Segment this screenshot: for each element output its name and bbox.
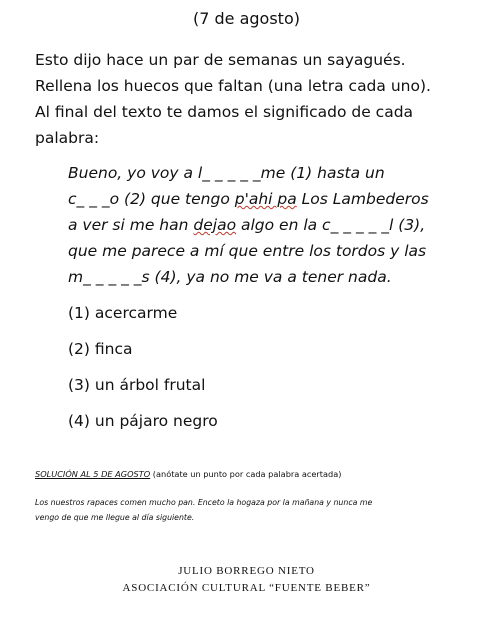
date-heading: (7 de agosto) (193, 9, 300, 28)
solution-heading (35, 469, 485, 479)
spellcheck-word: dejao (193, 216, 237, 234)
definition-item: (3) un árbol frutal (68, 376, 206, 394)
definition-item: (4) un pájaro negro (68, 412, 218, 430)
answer-line: vengo de que me llegue al día siguiente. (35, 513, 195, 522)
quote-line: c_ _ _o (2) que tengo p'ahi pa Los Lambederos (68, 190, 429, 208)
instructions (35, 47, 485, 151)
solution-note: (anótate un punto por cada palabra acertada) (150, 469, 342, 479)
quote-line: Bueno, yo voy a l_ _ _ _ _me (1) hasta un (68, 164, 385, 182)
instructions-line: palabra: (35, 129, 100, 147)
author-name: JULIO BORREGO NIETO (178, 565, 315, 577)
definitions-list (68, 300, 368, 444)
definition-item: (1) acercarme (68, 304, 178, 322)
quote-text (68, 160, 488, 290)
instructions-line: Al final del texto te damos el significado de cada (35, 103, 414, 121)
quote-line: que me parece a mí que entre los tordos y las (68, 242, 427, 260)
organization-name: ASOCIACIÓN CULTURAL “FUENTE BEBER” (122, 582, 371, 594)
solution-label: SOLUCIÓN AL 5 DE AGOSTO (35, 469, 151, 479)
answer-line: Los nuestros rapaces comen mucho pan. Enceto la hogaza por la mañana y nunca me (35, 498, 373, 507)
spellcheck-word: p'ahi pa (234, 190, 297, 208)
quote-line: m_ _ _ _ _s (4), ya no me va a tener nada. (68, 268, 392, 286)
quote-line: a ver si me han dejao algo en la c_ _ _ _ _l (3), (68, 216, 426, 234)
signature (0, 563, 493, 597)
definition-item: (2) finca (68, 340, 133, 358)
instructions-line: Esto dijo hace un par de semanas un sayagués. (35, 51, 406, 69)
instructions-line: Rellena los huecos que faltan (una letra cada uno). (35, 77, 431, 95)
answer-text (35, 495, 465, 525)
